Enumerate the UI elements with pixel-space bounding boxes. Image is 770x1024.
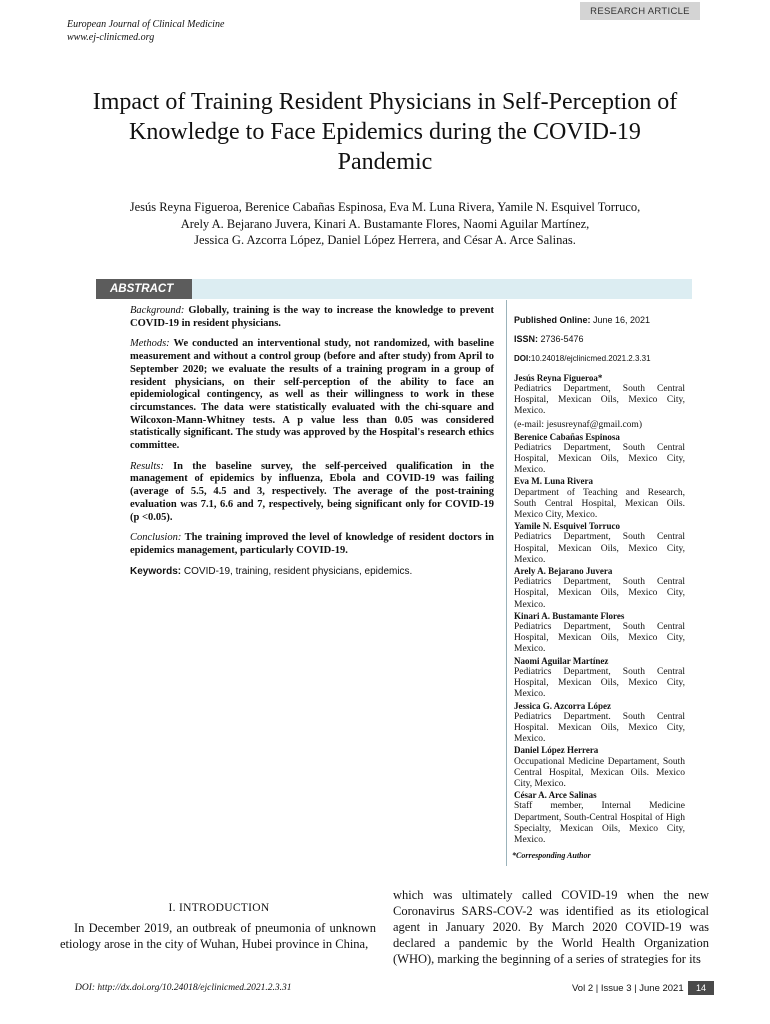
- affiliation-text: Pediatrics Department, South Central Hospital, Mexican Oils, Mexico City, Mexico.: [514, 577, 685, 610]
- affiliation-text: Pediatrics Department, South Central Hospital, Mexican Oils, Mexico City, Mexico.: [514, 666, 685, 700]
- affiliation-name: César A. Arce Salinas: [514, 790, 597, 801]
- section-heading: I. INTRODUCTION: [168, 902, 270, 914]
- article-info-sidebar: [514, 315, 685, 846]
- author-line: Jesús Reyna Figueroa, Berenice Cabañas Espinosa, Eva M. Luna Rivera, Yamile N. Esquivel Torruco,: [129, 200, 641, 214]
- column-divider: [506, 300, 507, 866]
- affiliation-text: Department of Teaching and Research, South Central Hospital, Mexican Oils. Mexico City, Mexico.: [514, 487, 685, 521]
- abstract-body: [130, 305, 494, 586]
- affiliation-name: Arely A. Bejarano Juvera: [514, 566, 613, 577]
- affiliation-name: Jesús Reyna Figueroa*: [514, 372, 603, 383]
- affiliation-text: Pediatrics Department. South Central Hospital. Mexican Oils, Mexico City, Mexico.: [514, 711, 685, 745]
- abstract-keywords: Keywords: COVID-19, training, resident physicians, epidemics.: [130, 565, 413, 577]
- affiliation-text: Pediatrics Department, South Central Hospital, Mexican Oils, Mexico City, Mexico.: [514, 383, 685, 417]
- author-line: Jessica G. Azcorra López, Daniel López Herrera, and César A. Arce Salinas.: [194, 233, 576, 247]
- affiliation-name: Naomi Aguilar Martínez: [514, 655, 609, 666]
- published-date: Published Online: June 16, 2021: [514, 315, 651, 325]
- article-type-badge: RESEARCH ARTICLE: [580, 2, 700, 20]
- affiliation-name: Berenice Cabañas Espinosa: [514, 431, 620, 442]
- journal-name: European Journal of Clinical Medicine: [67, 19, 225, 30]
- journal-url[interactable]: www.ej-clinicmed.org: [67, 32, 155, 43]
- affiliation-text: Occupational Medicine Departament, South Central Hospital, Mexican Oils. Mexico City, Mexico.: [514, 756, 685, 789]
- corresponding-author-note: *Corresponding Author: [512, 851, 591, 860]
- abstract-conclusion: Conclusion: The training improved the level of knowledge of resident doctors in epidemics management, particularly COVID-19.: [130, 532, 494, 556]
- issn: ISSN: 2736-5476: [514, 334, 584, 345]
- affiliation-text: Pediatrics Department, South Central Hospital, Mexican Oils, Mexico City, Mexico.: [514, 532, 685, 565]
- intro-paragraph-left: In December 2019, an outbreak of pneumonia of unknown etiology arose in the city of Wuhan, Hubei province in China,: [60, 921, 376, 951]
- author-list: [60, 199, 710, 249]
- article-title: Impact of Training Resident Physicians in Self-Perception of Knowledge to Face Epidemics during the COVID-19 Pandemic: [92, 89, 678, 175]
- doi: DOI:10.24018/ejclinicmed.2021.2.3.31: [514, 354, 651, 364]
- journal-header: [67, 18, 224, 44]
- affiliation-name: Jessica G. Azcorra López: [514, 700, 611, 711]
- affiliation-name: Kinari A. Bustamante Flores: [514, 610, 625, 621]
- abstract-results: Results: In the baseline survey, the self-perceived qualification in the management of epidemics by influenza, Ebola and COVID-19 was failing (average of 5.5, 4.5 and 3, respectively. The average of the post-training evaluation was 7.1, 6.6 and 7, respectively, being significant only for COVID-19 (p <0.05).: [130, 460, 494, 523]
- abstract-methods: Methods: We conducted an interventional study, not randomized, with baseline measurement and without a control group (before and after study) from April to September 2020; we evaluate the results of a training program in a group of resident physicians, on their self-perception of the ability to face an epidemiological contingency, as well as their willingness to work in these circumstances. The data were statistically evaluated with the chi-square and Wilcoxon-Mann-Whitney tests. A p value less than 0.05 was considered statistically significant. The study was approved by the Hospital's research ethics committee.: [130, 338, 494, 452]
- footer-volume: Vol 2 | Issue 3 | June 2021: [572, 983, 684, 994]
- affiliation-text: Staff member, Internal Medicine Department, South-Central Hospital of High Specialty, Mexican Oils, Mexico City, Mexico.: [514, 801, 685, 845]
- abstract-label: ABSTRACT: [96, 279, 192, 299]
- affiliation-name: Daniel López Herrera: [514, 745, 599, 756]
- affiliation-text: Pediatrics Department, South Central Hospital, Mexican Oils, Mexico City, Mexico.: [514, 442, 685, 476]
- affiliation-text: Pediatrics Department, South Central Hospital, Mexican Oils, Mexico City, Mexico.: [514, 622, 685, 655]
- footer-doi[interactable]: DOI: http://dx.doi.org/10.24018/ejclinicmed.2021.2.3.31: [75, 983, 292, 993]
- author-line: Arely A. Bejarano Juvera, Kinari A. Bustamante Flores, Naomi Aguilar Martínez,: [180, 216, 590, 231]
- corresponding-email[interactable]: (e-mail: jesusreynaf@gmail.com): [514, 420, 642, 431]
- affiliation-name: Eva M. Luna Rivera: [514, 476, 594, 487]
- abstract-background: Background: Globally, training is the way to increase the knowledge to prevent COVID-19 in resident physicians.: [130, 305, 494, 329]
- intro-paragraph-right: which was ultimately called COVID-19 when the new Coronavirus SARS-COV-2 was identified as its etiological agent in January 2020. By March 2020 COVID-19 was declared a pandemic by the World Health Organization (WHO), marking the beginning of a series of strategies for its: [393, 888, 709, 966]
- page-number: 14: [688, 981, 714, 995]
- affiliation-name: Yamile N. Esquivel Torruco: [514, 521, 621, 532]
